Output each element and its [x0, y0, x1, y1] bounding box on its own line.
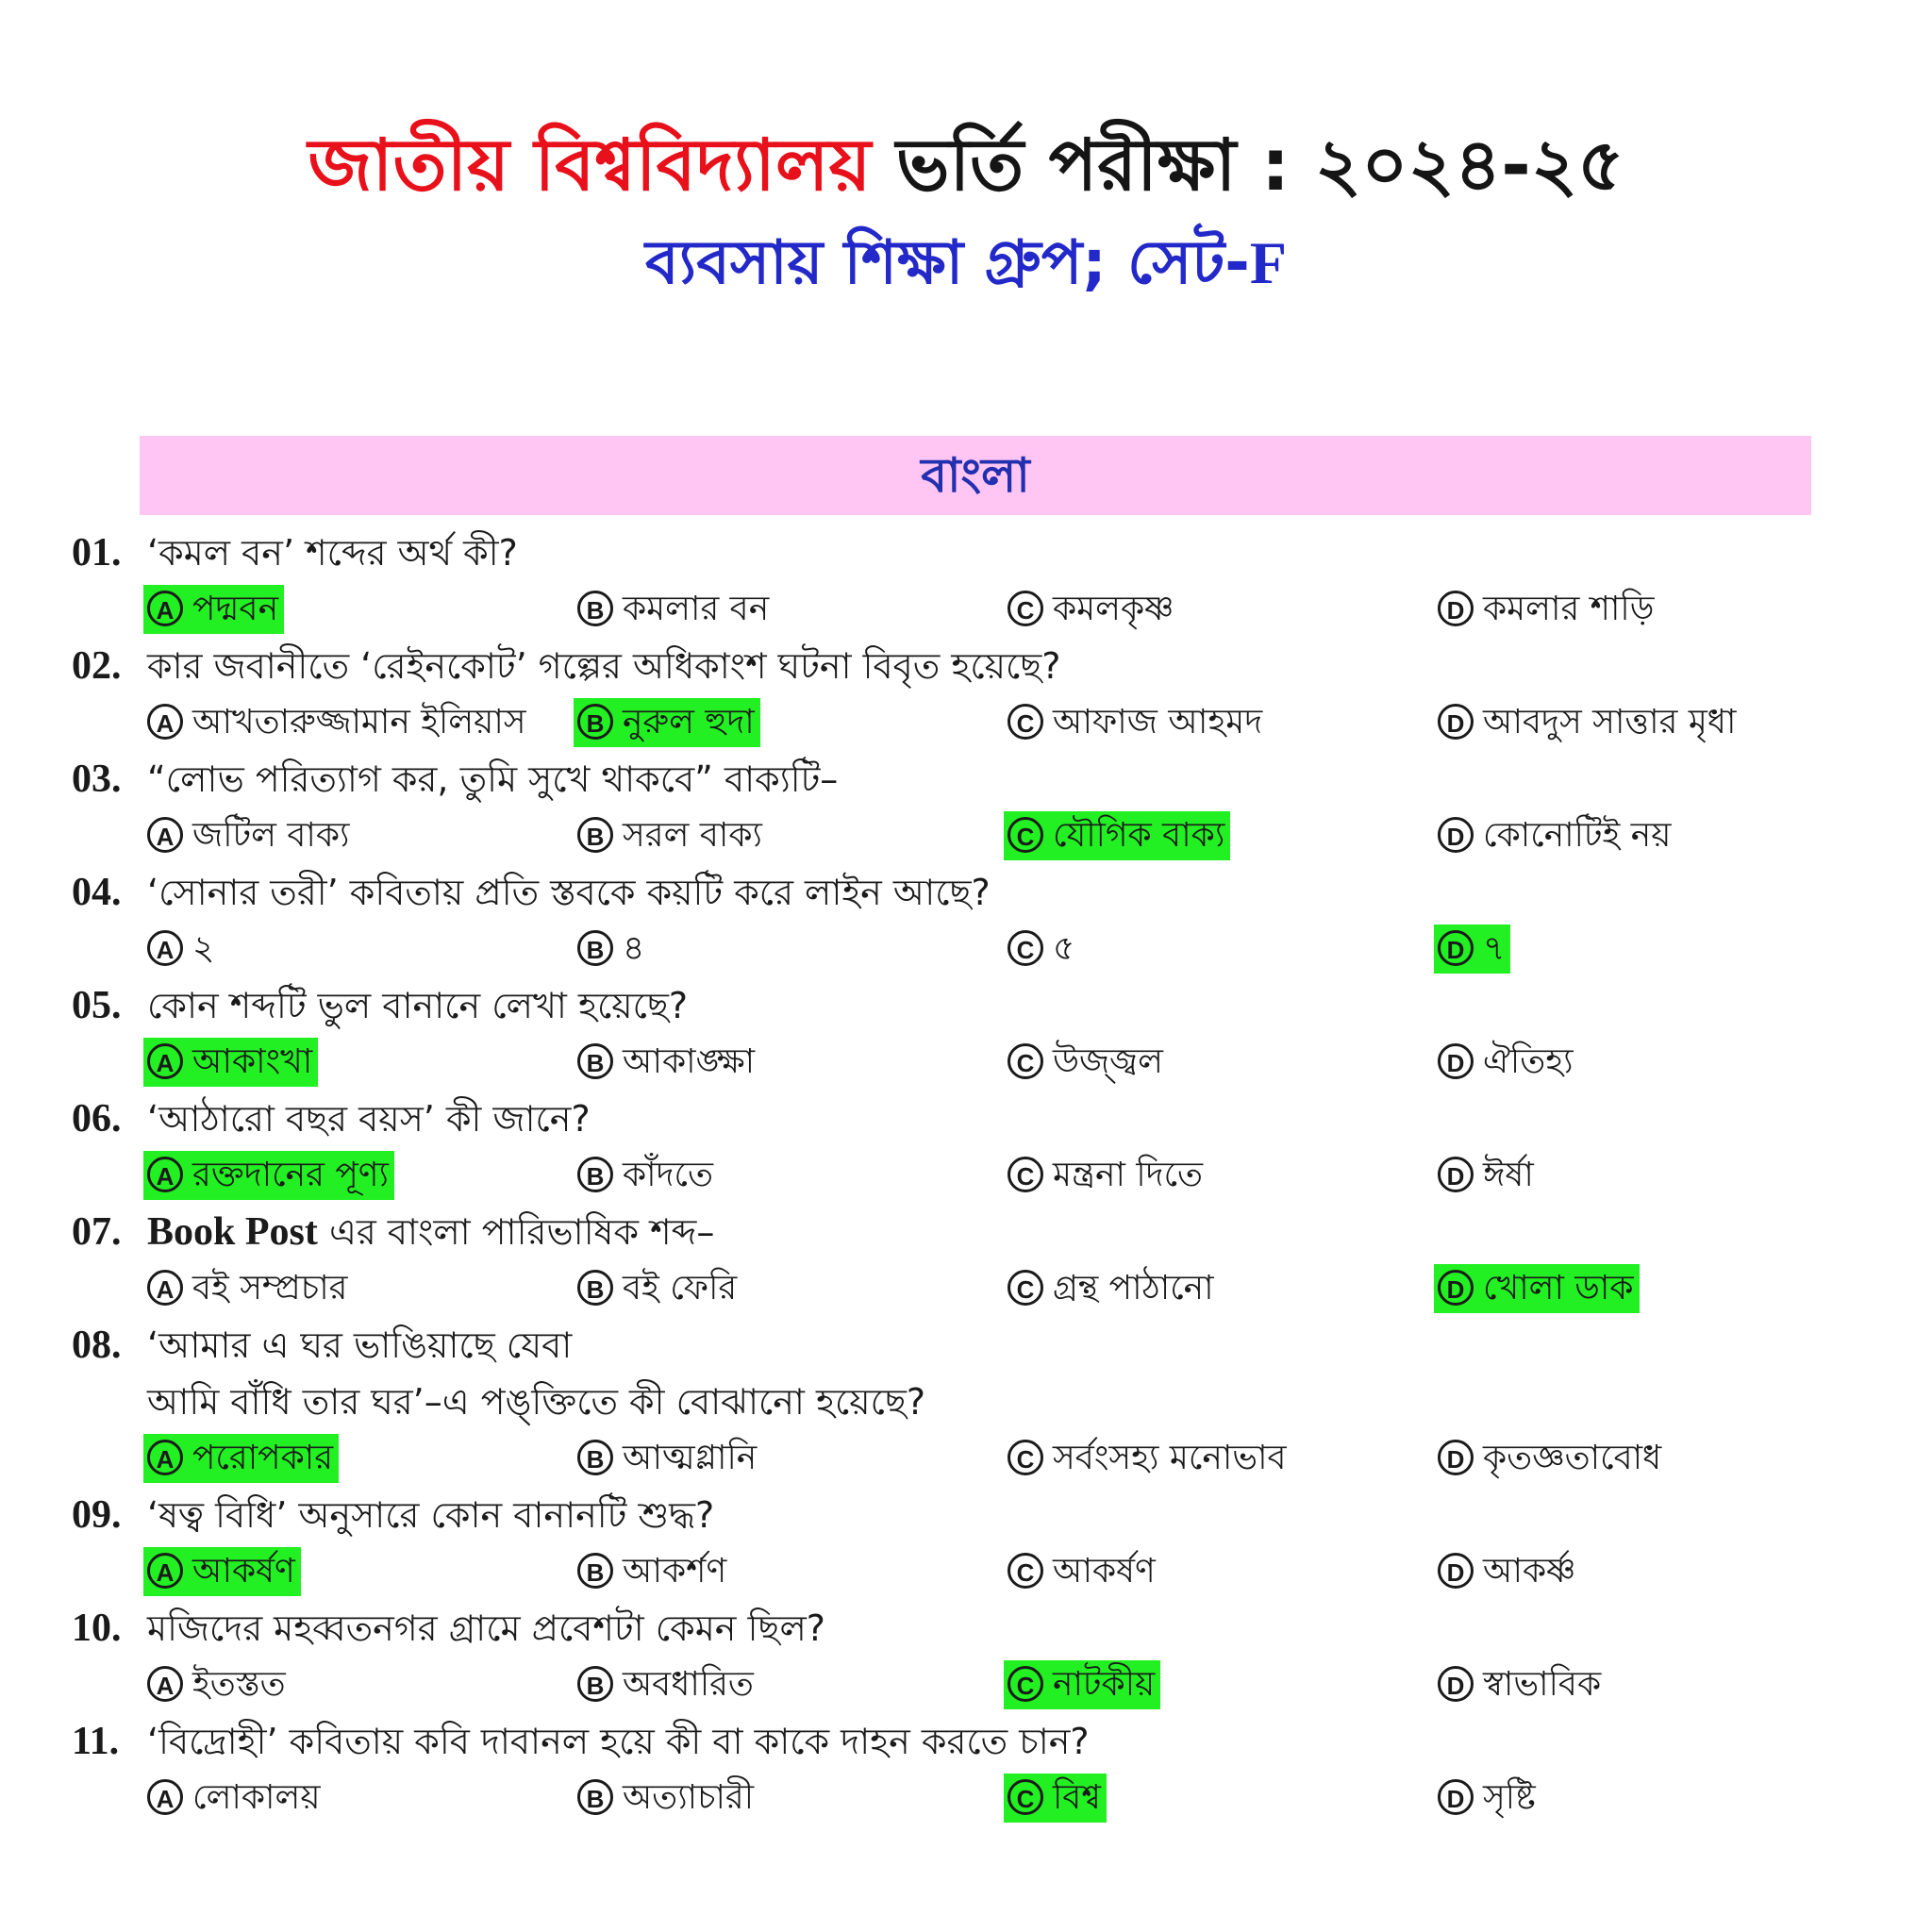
option-text: কমলার বন — [623, 590, 770, 628]
option-text: কাঁদতে — [623, 1156, 714, 1194]
subtitle-group: ব্যবসায় শিক্ষা গ্রুপ; সেট- — [645, 228, 1250, 298]
option-text: ২ — [192, 929, 215, 968]
option-text: আবদুস সাত্তার মৃধা — [1483, 703, 1737, 741]
option — [574, 1774, 759, 1823]
option-text: অত্যাচারী — [623, 1778, 755, 1817]
option — [574, 811, 768, 860]
question-text-row — [0, 1374, 1932, 1430]
option — [1004, 924, 1080, 974]
option-text: আকর্ষ্ণ — [1483, 1552, 1576, 1591]
option — [1004, 1434, 1292, 1483]
question-number: 11. — [72, 1720, 120, 1763]
option — [1004, 1151, 1208, 1200]
question-text: ‘ষত্ব বিধি’ অনুসারে কোন বানানটি শুদ্ধ? — [147, 1494, 715, 1536]
option — [1004, 1264, 1220, 1313]
option-letter-circle: B — [577, 704, 613, 740]
option-text: ৭ — [1483, 929, 1506, 968]
option-text: আকাংখা — [192, 1042, 313, 1081]
question-number: 03. — [72, 758, 122, 801]
question-text-row — [0, 751, 1932, 808]
question-number: 01. — [72, 531, 122, 575]
option-text: কোনোটিই নয় — [1483, 816, 1672, 855]
option-letter-circle: B — [577, 930, 613, 966]
option-correct — [1004, 1774, 1107, 1823]
option-letter-circle: C — [1008, 1440, 1043, 1475]
option — [574, 1038, 760, 1087]
option-text: পরোপকার — [192, 1439, 334, 1477]
option-correct — [143, 1038, 318, 1087]
option-correct — [574, 698, 760, 747]
option-letter-circle: A — [147, 1440, 183, 1475]
option-text: কৃতজ্ঞতাবোধ — [1483, 1439, 1662, 1477]
option-letter-circle: C — [1008, 1666, 1043, 1702]
page-title — [0, 118, 1932, 212]
options-row — [0, 694, 1932, 751]
option-letter-circle: D — [1438, 1043, 1474, 1079]
option-text: স্বাভাবিক — [1483, 1665, 1602, 1704]
option — [143, 924, 220, 974]
question-number: 07. — [72, 1210, 122, 1254]
option-letter-circle: C — [1008, 591, 1043, 626]
option-letter-circle: B — [577, 1043, 613, 1079]
question-number: 09. — [72, 1493, 122, 1537]
option — [1434, 1434, 1667, 1483]
question-text-row — [0, 638, 1932, 694]
page-subtitle — [0, 222, 1932, 305]
option-text: আফাজ আহমদ — [1053, 703, 1263, 741]
question-list — [0, 525, 1932, 1826]
question-text-row — [0, 1091, 1932, 1147]
option-text: কমলার শাড়ি — [1483, 590, 1655, 628]
option — [1434, 1038, 1579, 1087]
options-row — [0, 1147, 1932, 1204]
option-letter-circle: B — [577, 1270, 613, 1306]
option-letter-circle: B — [577, 1440, 613, 1475]
option — [1434, 585, 1659, 634]
options-row — [0, 808, 1932, 864]
question-number: 10. — [72, 1607, 122, 1650]
option — [1004, 585, 1179, 634]
section-label: বাংলা — [921, 448, 1030, 503]
option-text: বই সম্প্রচার — [192, 1269, 348, 1307]
question-text-row — [0, 1600, 1932, 1657]
option-text: ইতস্তত — [192, 1665, 286, 1704]
option-letter-circle: B — [577, 1157, 613, 1192]
question-text: “লোভ পরিত্যাগ কর, তুমি সুখে থাকবে” বাক্যটি– — [147, 758, 839, 800]
option-text: অবধারিত — [623, 1665, 754, 1704]
option-letter-circle: B — [577, 1779, 613, 1815]
option-text: ঐতিহ্য — [1483, 1042, 1574, 1081]
option — [1434, 1547, 1581, 1596]
option-letter-circle: C — [1008, 1157, 1043, 1192]
question-number: 08. — [72, 1324, 122, 1367]
option-letter-circle: A — [147, 1043, 183, 1079]
option-text: আকর্ষণ — [1053, 1552, 1156, 1591]
option — [574, 924, 650, 974]
option-text: সর্বংসহ্য মনোভাব — [1053, 1439, 1287, 1477]
option-text: আত্মগ্লানি — [623, 1439, 758, 1477]
option-letter-circle: D — [1438, 591, 1474, 626]
option-letter-circle: A — [147, 1666, 183, 1702]
option-correct — [1434, 924, 1510, 974]
option-letter-circle: C — [1008, 1043, 1043, 1079]
question-text: ‘কমল বন’ শব্দের অর্থ কী? — [147, 532, 518, 574]
option — [1004, 698, 1268, 747]
option-letter-circle: A — [147, 1779, 183, 1815]
option-text: বিশ্ব — [1053, 1778, 1101, 1817]
options-row — [0, 1034, 1932, 1091]
option — [1434, 1660, 1607, 1709]
question-text-rest: এর বাংলা পারিভাষিক শব্দ– — [317, 1211, 715, 1253]
option-letter-circle: D — [1438, 1779, 1474, 1815]
option-text: আকাঙ্ক্ষা — [623, 1042, 756, 1081]
question-latin-term: Book Post — [147, 1210, 318, 1254]
option-text: ৫ — [1053, 929, 1075, 968]
option-letter-circle: B — [577, 1553, 613, 1589]
option-text: আকর্ষণ — [192, 1552, 295, 1591]
option-letter-circle: A — [147, 1270, 183, 1306]
option-letter-circle: A — [147, 1157, 183, 1192]
option-letter-circle: C — [1008, 1553, 1043, 1589]
option-letter-circle: D — [1438, 1553, 1474, 1589]
option-text: যৌগিক বাক্য — [1053, 816, 1225, 855]
option-letter-circle: D — [1438, 1440, 1474, 1475]
subtitle-set-letter: F — [1249, 229, 1287, 296]
option-letter-circle: C — [1008, 1270, 1043, 1306]
option-letter-circle: C — [1008, 704, 1043, 740]
title-university: জাতীয় বিশ্ববিদ্যালয় — [308, 123, 872, 207]
option — [1004, 1038, 1169, 1087]
option — [1434, 811, 1676, 860]
option-text: উজ্জ্বল — [1053, 1042, 1163, 1081]
option-letter-circle: A — [147, 930, 183, 966]
option — [574, 1547, 732, 1596]
option-text: সরল বাক্য — [623, 816, 762, 855]
question-text-row — [0, 977, 1932, 1034]
option — [143, 1660, 291, 1709]
option-text: গ্রন্থ পাঠানো — [1053, 1269, 1214, 1307]
option-text: ঈর্ষা — [1483, 1156, 1534, 1194]
option-letter-circle: D — [1438, 704, 1474, 740]
question-text: কোন শব্দটি ভুল বানানে লেখা হয়েছে? — [147, 985, 689, 1026]
title-exam: ভর্তি পরীক্ষা : ২০২৪-২৫ — [895, 123, 1624, 207]
question-text-row — [0, 864, 1932, 921]
option-correct — [143, 1547, 301, 1596]
question-number: 02. — [72, 644, 122, 688]
option-letter-circle: C — [1008, 930, 1043, 966]
option-correct — [143, 585, 284, 634]
option-text: আখতারুজ্জামান ইলিয়াস — [192, 703, 526, 741]
option-text: বই ফেরি — [623, 1269, 738, 1307]
option-letter-circle: D — [1438, 1270, 1474, 1306]
option-letter-circle: A — [147, 704, 183, 740]
question-text-row — [0, 1713, 1932, 1770]
option-letter-circle: C — [1008, 1779, 1043, 1815]
option-letter-circle: A — [147, 817, 183, 853]
option-letter-circle: A — [147, 1553, 183, 1589]
option — [574, 1434, 762, 1483]
option-text: রক্তদানের পূণ্য — [192, 1156, 389, 1194]
question-number: 05. — [72, 984, 122, 1027]
option-text: ৪ — [623, 929, 645, 968]
option-letter-circle: D — [1438, 817, 1474, 853]
options-row — [0, 1430, 1932, 1487]
question-number: 04. — [72, 871, 122, 914]
question-text: ‘আঠারো বছর বয়স’ কী জানে? — [147, 1098, 591, 1140]
option-text: জটিল বাক্য — [192, 816, 350, 855]
question-number: 06. — [72, 1097, 122, 1141]
option — [1004, 1547, 1161, 1596]
section-header — [140, 436, 1811, 515]
option — [574, 1151, 719, 1200]
option-correct — [143, 1434, 339, 1483]
option-text: নাটকীয় — [1053, 1665, 1156, 1704]
option-letter-circle: C — [1008, 817, 1043, 853]
question-text: ‘আমার এ ঘর ভাঙিয়াছে যেবা — [147, 1324, 573, 1366]
option-text: নুরুল হুদা — [623, 703, 755, 741]
option-text: খোলা ডাক — [1483, 1269, 1634, 1307]
option-text: মন্ত্রনা দিতে — [1053, 1156, 1204, 1194]
question-text: ‘সোনার তরী’ কবিতায় প্রতি স্তবকে কয়টি করে লাইন আছে? — [147, 872, 991, 913]
question-text-row — [0, 1487, 1932, 1543]
option — [574, 1264, 742, 1313]
option — [143, 811, 356, 860]
option — [143, 1774, 326, 1823]
option — [143, 698, 532, 747]
question-text: কার জবানীতে ‘রেইনকোট’ গল্পের অধিকাংশ ঘটনা বিবৃত হয়েছে? — [147, 645, 1061, 687]
option — [143, 1264, 353, 1313]
options-row — [0, 1770, 1932, 1826]
option-letter-circle: D — [1438, 1666, 1474, 1702]
option-text: আকর্শণ — [623, 1552, 727, 1591]
options-row — [0, 581, 1932, 638]
option-correct — [1434, 1264, 1640, 1313]
option-text: সৃষ্টি — [1483, 1778, 1536, 1817]
option — [574, 585, 774, 634]
options-row — [0, 921, 1932, 977]
option-letter-circle: A — [147, 591, 183, 626]
option — [574, 1660, 759, 1709]
option-correct — [1004, 1660, 1160, 1709]
option-correct — [1004, 811, 1230, 860]
question-text-row — [0, 525, 1932, 581]
options-row — [0, 1657, 1932, 1713]
option — [1434, 1151, 1540, 1200]
question-text: মজিদের মহব্বতনগর গ্রামে প্রবেশটা কেমন ছিল? — [147, 1607, 825, 1649]
option-correct — [143, 1151, 394, 1200]
question-text-row — [0, 1204, 1932, 1260]
option-letter-circle: B — [577, 1666, 613, 1702]
option — [1434, 698, 1741, 747]
option-text: কমলকৃষ্ণ — [1053, 590, 1174, 628]
option-letter-circle: B — [577, 591, 613, 626]
question-text: আমি বাঁধি তার ঘর’–এ পঙ্‌ক্তিতে কী বোঝানো হয়েছে? — [147, 1381, 926, 1423]
question-text — [147, 1204, 714, 1260]
question-text-row — [0, 1317, 1932, 1374]
option-letter-circle: B — [577, 817, 613, 853]
option-letter-circle: D — [1438, 1157, 1474, 1192]
option — [1434, 1774, 1541, 1823]
option-letter-circle: D — [1438, 930, 1474, 966]
option-text: পদ্মবন — [192, 590, 279, 628]
option-text: লোকালয় — [192, 1778, 321, 1817]
options-row — [0, 1260, 1932, 1317]
options-row — [0, 1543, 1932, 1600]
question-text: ‘বিদ্রোহী’ কবিতায় কবি দাবানল হয়ে কী বা কাকে দাহন করতে চান? — [147, 1721, 1090, 1762]
